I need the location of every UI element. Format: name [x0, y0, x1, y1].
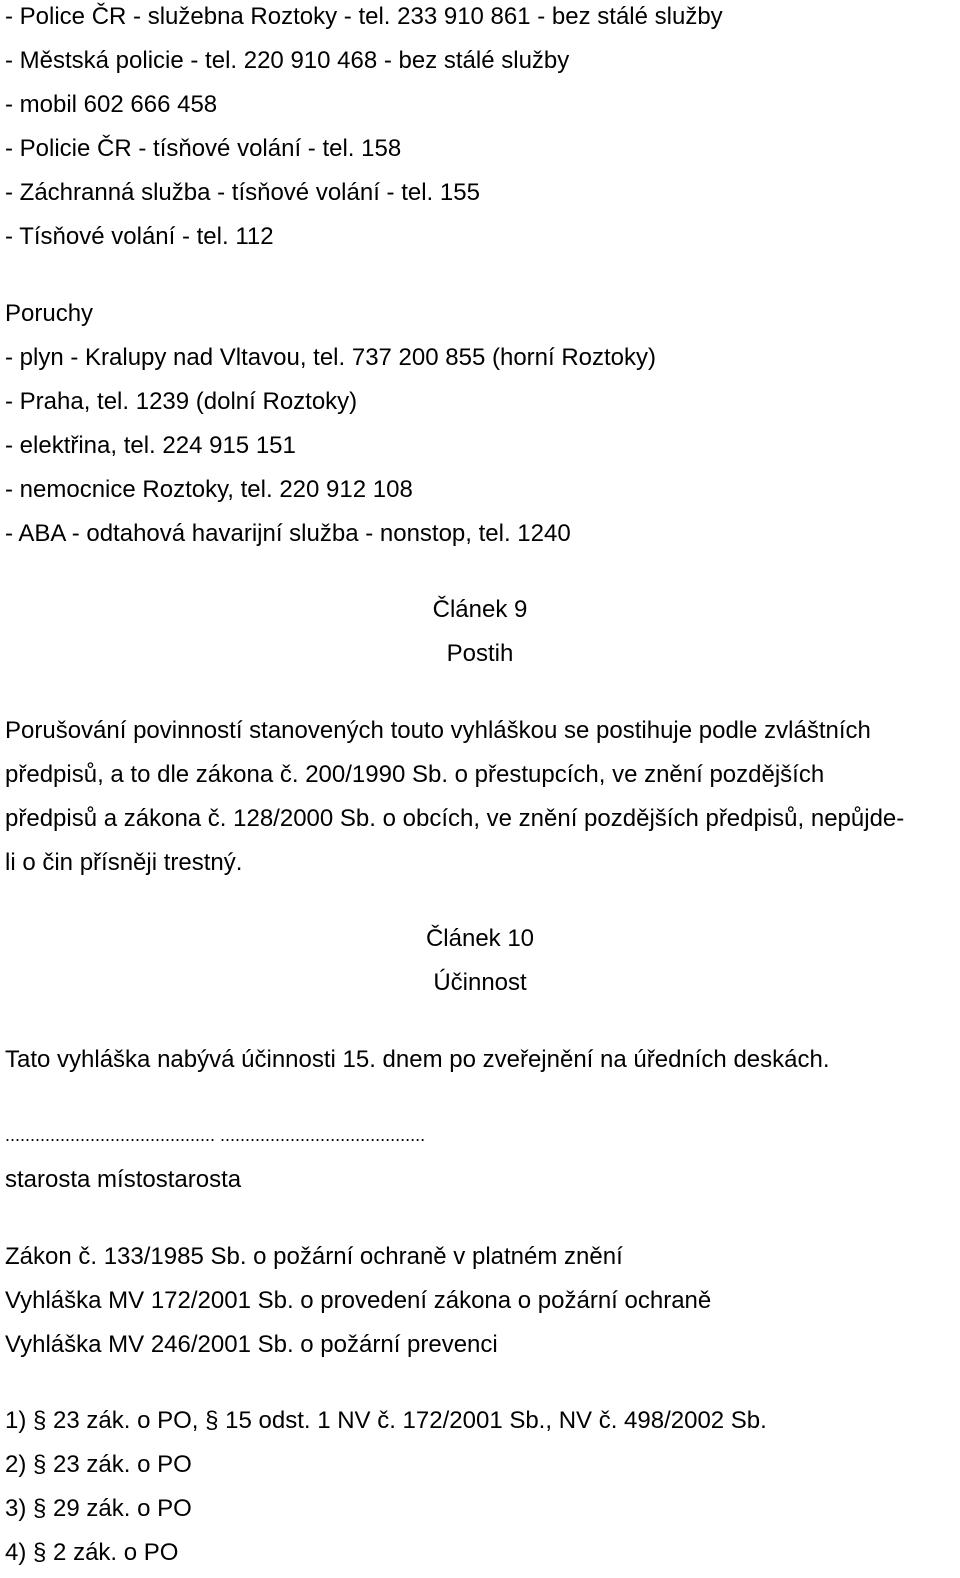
- footnote: [5, 1538, 178, 1568]
- poruchy-item: - plyn - Kralupy nad Vltavou, tel. 737 200 855 (horní Roztoky): [5, 344, 657, 371]
- contact-line: - Městská policie - tel. 220 910 468 - bez stálé služby: [5, 47, 570, 74]
- article-9-title: Postih: [446, 640, 514, 667]
- signature-dots: .......................................... .........................................: [5, 1125, 426, 1145]
- section-sign: §: [33, 1451, 47, 1478]
- article-10-title: Účinnost: [433, 969, 527, 996]
- contact-line: - Policie ČR - tísňové volání - tel. 158: [5, 135, 402, 162]
- footnote-text: 23 zák. o PO, § 15 odst. 1 NV č. 172/2001 Sb., NV č. 498/2002 Sb.: [53, 1407, 767, 1434]
- poruchy-item: - nemocnice Roztoky, tel. 220 912 108: [5, 476, 413, 503]
- section-sign: §: [33, 1495, 47, 1522]
- article-9-body-line: předpisů, a to dle zákona č. 200/1990 Sb. o přestupcích, ve znění pozdějších: [5, 761, 825, 788]
- footnote-number: 1): [5, 1407, 27, 1434]
- contact-line: - Police ČR - služebna Roztoky - tel. 233 910 861 - bez stálé služby: [5, 3, 723, 30]
- footnote: [5, 1406, 767, 1436]
- footnote-text: 29 zák. o PO: [53, 1495, 192, 1522]
- signature-labels: starosta místostarosta: [5, 1166, 242, 1193]
- law-reference: Zákon č. 133/1985 Sb. o požární ochraně v platném znění: [5, 1243, 623, 1270]
- section-sign: §: [33, 1407, 47, 1434]
- poruchy-item: - elektřina, tel. 224 915 151: [5, 432, 296, 459]
- footnote: [5, 1494, 192, 1524]
- poruchy-item: - ABA - odtahová havarijní služba - nonstop, tel. 1240: [5, 520, 571, 547]
- contact-line: - Tísňové volání - tel. 112: [5, 223, 274, 250]
- article-10-body: Tato vyhláška nabývá účinnosti 15. dnem po zveřejnění na úředních deskách.: [5, 1046, 830, 1073]
- article-9-body-line: předpisů a zákona č. 128/2000 Sb. o obcích, ve znění pozdějších předpisů, nepůjde-: [5, 805, 905, 832]
- footnote-number: 2): [5, 1451, 27, 1478]
- footnote-text: 2 zák. o PO: [53, 1539, 179, 1566]
- poruchy-item: - Praha, tel. 1239 (dolní Roztoky): [5, 388, 358, 415]
- footnote: [5, 1450, 192, 1480]
- section-sign: §: [33, 1539, 47, 1566]
- article-9-body-line: Porušování povinností stanovených touto vyhláškou se postihuje podle zvláštních: [5, 717, 871, 744]
- footnote-number: 4): [5, 1539, 27, 1566]
- footnote-text: 23 zák. o PO: [53, 1451, 192, 1478]
- poruchy-heading: Poruchy: [5, 300, 94, 327]
- article-10-number: Článek 10: [425, 925, 535, 952]
- contact-line: - Záchranná služba - tísňové volání - tel. 155: [5, 179, 480, 206]
- article-9-number: Článek 9: [432, 596, 528, 623]
- law-reference: Vyhláška MV 246/2001 Sb. o požární prevenci: [5, 1331, 498, 1358]
- law-reference: Vyhláška MV 172/2001 Sb. o provedení zákona o požární ochraně: [5, 1287, 712, 1314]
- contact-line: - mobil 602 666 458: [5, 91, 218, 118]
- article-9-body-line: li o čin přísněji trestný.: [5, 849, 243, 876]
- footnote-number: 3): [5, 1495, 27, 1522]
